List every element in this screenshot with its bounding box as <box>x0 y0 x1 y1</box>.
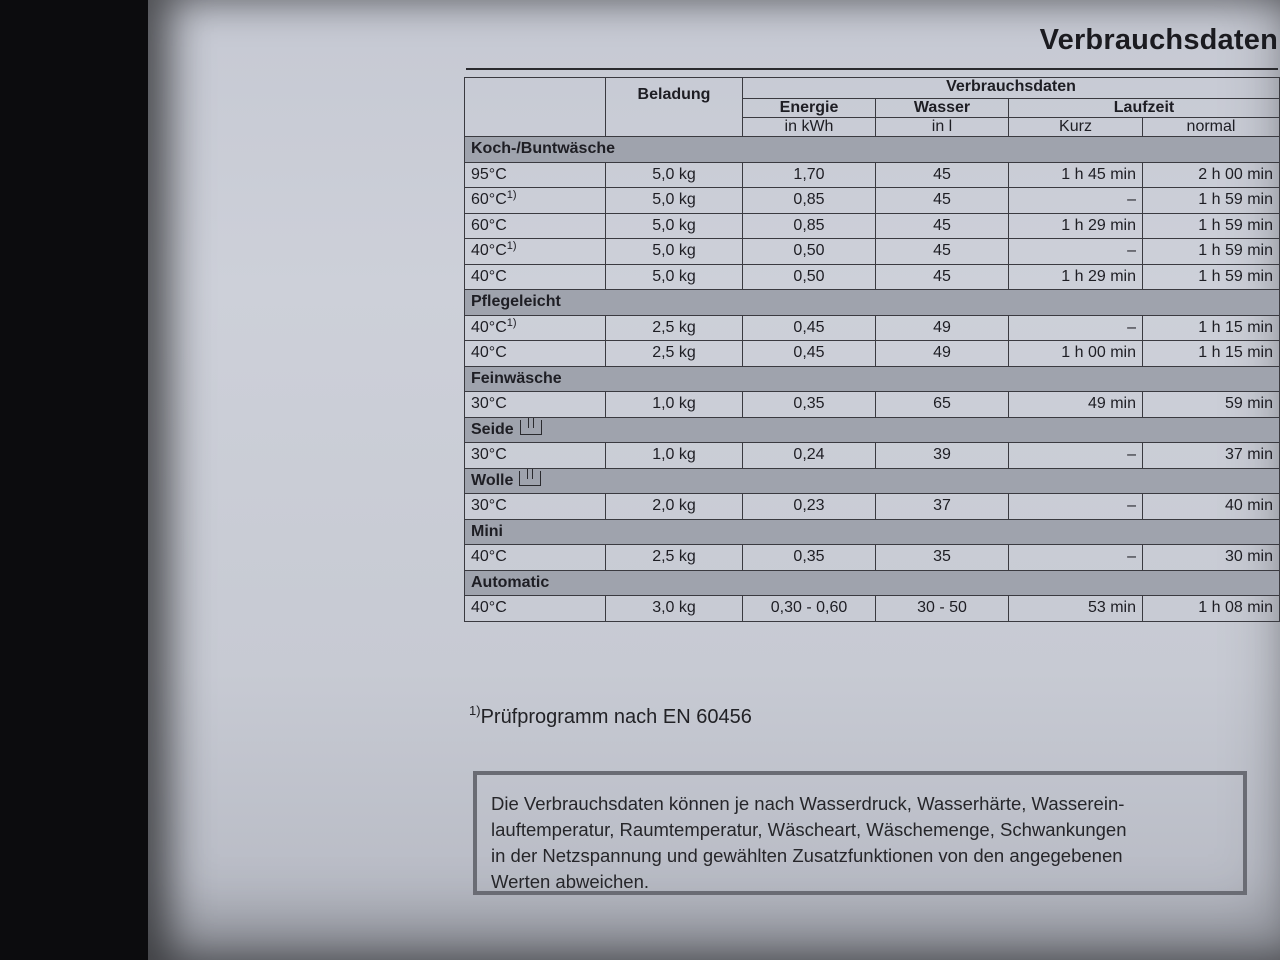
handwash-tub-icon <box>519 471 541 486</box>
water-cell: 45 <box>876 239 1009 265</box>
temperature: 30°C <box>471 395 507 413</box>
title-rule <box>466 68 1278 70</box>
runtime-short-cell: – <box>1009 188 1143 214</box>
table-row <box>465 596 1280 622</box>
energy-cell: 1,70 <box>743 162 876 188</box>
section-name: Koch-/Buntwäsche <box>471 140 616 158</box>
temperature: 60°C <box>471 216 507 234</box>
handwash-tub-icon <box>520 420 542 435</box>
table-row <box>465 188 1280 214</box>
section-row <box>465 137 1280 163</box>
header-water: Wasser <box>876 99 1009 118</box>
section-row <box>465 366 1280 392</box>
water-cell: 49 <box>876 315 1009 341</box>
temperature: 40°C <box>471 344 507 362</box>
water-cell: 65 <box>876 392 1009 418</box>
temperature-cell <box>465 443 606 469</box>
runtime-short-cell: 53 min <box>1009 596 1143 622</box>
section-title <box>465 519 1280 545</box>
temperature-cell <box>465 188 606 214</box>
runtime-short-cell: 49 min <box>1009 392 1143 418</box>
runtime-short-cell: – <box>1009 315 1143 341</box>
runtime-normal-cell: 1 h 59 min <box>1143 188 1280 214</box>
section-title <box>465 366 1280 392</box>
energy-cell: 0,24 <box>743 443 876 469</box>
temperature: 40°C <box>471 267 507 285</box>
load-cell: 5,0 kg <box>606 162 743 188</box>
water-cell: 45 <box>876 264 1009 290</box>
section-name: Wolle <box>471 472 514 490</box>
temperature: 30°C <box>471 497 507 515</box>
table-row <box>465 162 1280 188</box>
header-runtime: Laufzeit <box>1009 99 1280 118</box>
runtime-normal-cell: 40 min <box>1143 494 1280 520</box>
load-cell: 5,0 kg <box>606 264 743 290</box>
manual-page <box>148 0 1280 960</box>
section-name: Seide <box>471 421 514 439</box>
energy-cell: 0,30 - 0,60 <box>743 596 876 622</box>
temperature: 40°C <box>471 599 507 617</box>
section-row <box>465 468 1280 494</box>
section-name: Feinwäsche <box>471 369 562 387</box>
temperature-cell <box>465 341 606 367</box>
water-cell: 45 <box>876 213 1009 239</box>
section-name: Pflegeleicht <box>471 293 561 311</box>
temperature-cell <box>465 545 606 571</box>
energy-cell: 0,45 <box>743 341 876 367</box>
load-cell: 3,0 kg <box>606 596 743 622</box>
runtime-short-cell: – <box>1009 494 1143 520</box>
section-row <box>465 417 1280 443</box>
energy-cell: 0,85 <box>743 188 876 214</box>
temperature: 40°C <box>471 318 507 336</box>
temperature-cell <box>465 494 606 520</box>
consumption-table-body <box>465 78 1280 622</box>
footnote-ref: 1) <box>506 189 517 202</box>
load-cell: 1,0 kg <box>606 392 743 418</box>
header-row-1 <box>465 78 1280 99</box>
runtime-short-cell: – <box>1009 239 1143 265</box>
runtime-normal-cell: 30 min <box>1143 545 1280 571</box>
table-row <box>465 494 1280 520</box>
temperature: 60°C <box>471 191 507 209</box>
table-row <box>465 239 1280 265</box>
load-cell: 2,5 kg <box>606 545 743 571</box>
temperature: 30°C <box>471 446 507 464</box>
footnote <box>469 703 752 729</box>
runtime-normal-cell: 1 h 08 min <box>1143 596 1280 622</box>
load-cell: 5,0 kg <box>606 188 743 214</box>
runtime-short-cell: – <box>1009 443 1143 469</box>
runtime-short-cell: – <box>1009 545 1143 571</box>
footnote-ref: 1) <box>506 240 517 253</box>
load-cell: 2,5 kg <box>606 341 743 367</box>
table-row <box>465 264 1280 290</box>
load-cell: 2,0 kg <box>606 494 743 520</box>
consumption-table <box>464 77 1280 622</box>
section-title <box>465 570 1280 596</box>
footnote-ref: 1) <box>506 316 517 329</box>
runtime-normal-cell: 1 h 59 min <box>1143 239 1280 265</box>
temperature-cell <box>465 239 606 265</box>
section-name: Mini <box>471 522 503 540</box>
runtime-normal-cell: 1 h 15 min <box>1143 315 1280 341</box>
header-group: Verbrauchsdaten <box>743 78 1280 99</box>
water-cell: 39 <box>876 443 1009 469</box>
section-title <box>465 137 1280 163</box>
water-cell: 37 <box>876 494 1009 520</box>
runtime-short-cell: 1 h 29 min <box>1009 213 1143 239</box>
temperature: 40°C <box>471 548 507 566</box>
energy-cell: 0,50 <box>743 264 876 290</box>
energy-cell: 0,45 <box>743 315 876 341</box>
runtime-normal-cell: 1 h 59 min <box>1143 264 1280 290</box>
section-title <box>465 468 1280 494</box>
water-cell: 45 <box>876 188 1009 214</box>
temperature-cell <box>465 596 606 622</box>
load-cell: 2,5 kg <box>606 315 743 341</box>
water-cell: 49 <box>876 341 1009 367</box>
section-row <box>465 519 1280 545</box>
runtime-short-cell: 1 h 45 min <box>1009 162 1143 188</box>
runtime-short-cell: 1 h 00 min <box>1009 341 1143 367</box>
temperature-cell <box>465 392 606 418</box>
header-runtime-short: Kurz <box>1009 118 1143 137</box>
water-cell: 45 <box>876 162 1009 188</box>
table-row <box>465 315 1280 341</box>
runtime-normal-cell: 37 min <box>1143 443 1280 469</box>
section-row <box>465 290 1280 316</box>
load-cell: 5,0 kg <box>606 239 743 265</box>
load-cell: 1,0 kg <box>606 443 743 469</box>
header-load: Beladung <box>606 78 743 137</box>
runtime-short-cell: 1 h 29 min <box>1009 264 1143 290</box>
runtime-normal-cell: 2 h 00 min <box>1143 162 1280 188</box>
note-text: Die Verbrauchsdaten können je nach Wasserdruck, Wasserhärte, Wasserein- lauftemperatur, Raumtemperatur, Wäscheart, Wäschemenge, Schwankungen in der Netzspannung und gewählten Zusatzfunktionen von den angegebenen Werten abweichen. <box>491 793 1127 892</box>
energy-cell: 0,50 <box>743 239 876 265</box>
load-cell: 5,0 kg <box>606 213 743 239</box>
header-water-unit: in l <box>876 118 1009 137</box>
note-box <box>473 771 1247 895</box>
section-name: Automatic <box>471 573 550 591</box>
header-energy: Energie <box>743 99 876 118</box>
table-row <box>465 443 1280 469</box>
temperature-cell <box>465 213 606 239</box>
page-title: Verbrauchsdaten <box>1039 24 1278 56</box>
footnote-text: Prüfprogramm nach EN 60456 <box>480 706 752 728</box>
water-cell: 35 <box>876 545 1009 571</box>
runtime-normal-cell: 59 min <box>1143 392 1280 418</box>
header-runtime-normal: normal <box>1143 118 1280 137</box>
header-energy-unit: in kWh <box>743 118 876 137</box>
table-row <box>465 213 1280 239</box>
section-row <box>465 570 1280 596</box>
runtime-normal-cell: 1 h 59 min <box>1143 213 1280 239</box>
temperature-cell <box>465 162 606 188</box>
runtime-normal-cell: 1 h 15 min <box>1143 341 1280 367</box>
energy-cell: 0,35 <box>743 545 876 571</box>
water-cell: 30 - 50 <box>876 596 1009 622</box>
table-row <box>465 341 1280 367</box>
table-row <box>465 392 1280 418</box>
header-program-cell <box>465 78 606 137</box>
section-title <box>465 290 1280 316</box>
table-row <box>465 545 1280 571</box>
footnote-marker: 1) <box>469 703 481 718</box>
temperature: 40°C <box>471 242 507 260</box>
energy-cell: 0,35 <box>743 392 876 418</box>
energy-cell: 0,85 <box>743 213 876 239</box>
temperature-cell <box>465 264 606 290</box>
energy-cell: 0,23 <box>743 494 876 520</box>
temperature-cell <box>465 315 606 341</box>
temperature: 95°C <box>471 165 507 183</box>
section-title <box>465 417 1280 443</box>
